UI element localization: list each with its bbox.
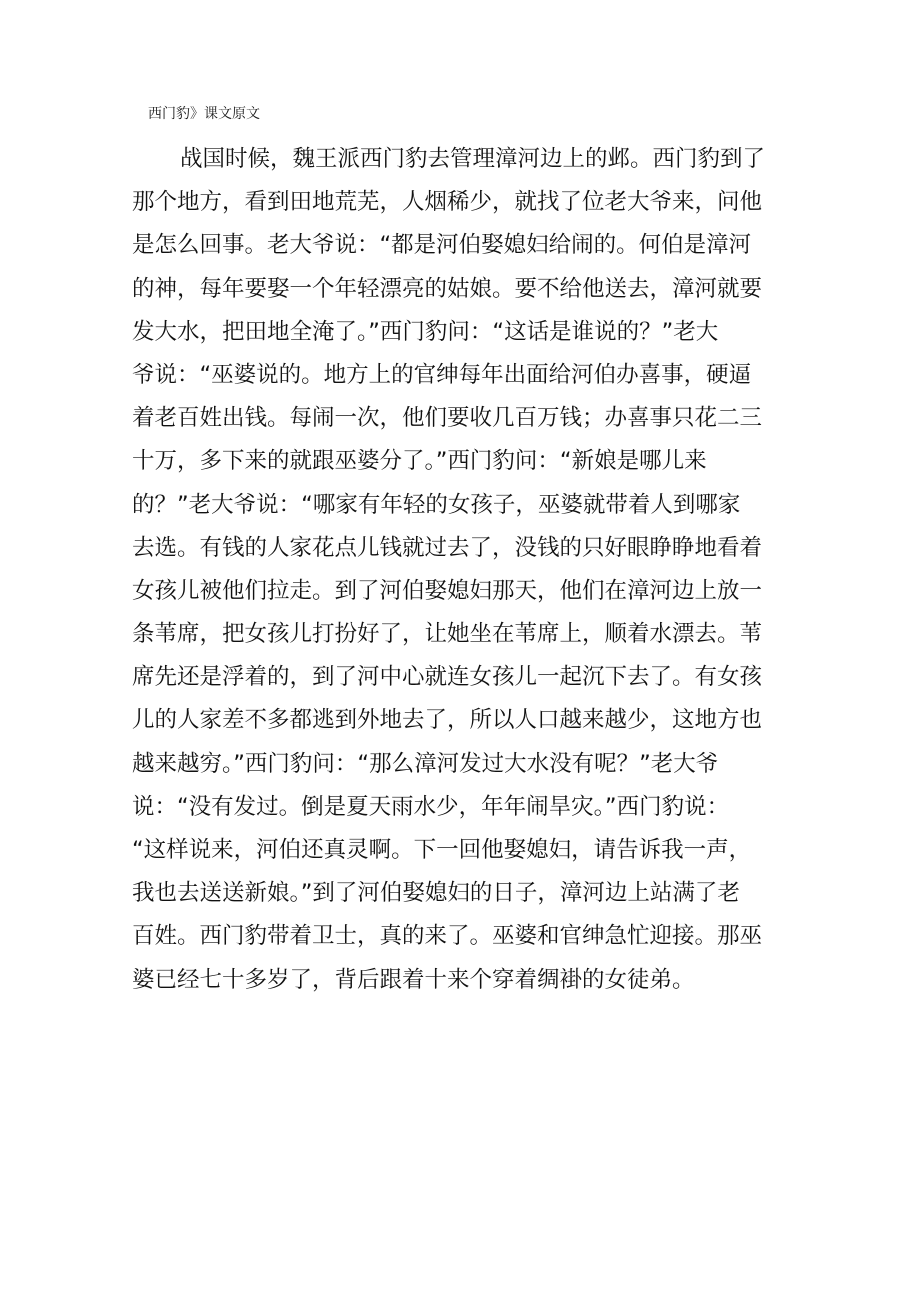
text-line: 是怎么回事。老大爷说：“都是河伯娶媳妇给闹的。何伯是漳河	[132, 232, 752, 259]
text-line: 十万，多下来的就跟巫婆分了。”西门豹问：“新娘是哪儿来	[132, 448, 707, 475]
text-line: 越来越穷。”西门豹问：“那么漳河发过大水没有呢？”老大爷	[132, 750, 719, 777]
text-line: 百姓。西门豹带着卫士，真的来了。巫婆和官绅急忙迎接。那巫	[132, 923, 763, 950]
text-line: 说：“没有发过。倒是夏天雨水少，年年闹旱灾。”西门豹说：	[132, 793, 730, 820]
text-line: “这样说来，河伯还真灵啊。下一回他娶媳妇，请告诉我一声，	[132, 837, 752, 863]
text-line: 的神，每年要娶一个年轻漂亮的姑娘。要不给他送去，漳河就要	[132, 275, 763, 302]
text-line: 席先还是浮着的，到了河中心就连女孩儿一起沉下去了。有女孩	[132, 664, 763, 691]
text-line: 女孩儿被他们拉走。到了河伯娶媳妇那天，他们在漳河边上放一	[132, 577, 763, 604]
text-line: 条苇席，把女孩儿打扮好了，让她坐在苇席上，顺着水漂去。苇	[132, 621, 763, 648]
text-line: 去选。有钱的人家花点儿钱就过去了，没钱的只好眼睁睁地看着	[132, 534, 763, 561]
text-line: 我也去送送新娘。”到了河伯娶媳妇的日子，漳河边上站满了老	[132, 880, 740, 907]
text-line: 婆已经七十多岁了，背后跟着十来个穿着绸褂的女徒弟。	[132, 966, 695, 993]
text-line: 爷说：“巫婆说的。地方上的官绅每年出面给河伯办喜事，硬逼	[132, 361, 752, 388]
document-title: 西门豹》课文原文	[148, 106, 260, 122]
text-line: 发大水，把田地全淹了。”西门豹问：“这话是谁说的？”老大	[132, 318, 719, 345]
text-line: 那个地方，看到田地荒芜，人烟稀少，就找了位老大爷来，问他	[132, 189, 763, 216]
text-line: 着老百姓出钱。每闹一次，他们要收几百万钱；办喜事只花二三	[132, 405, 763, 432]
body-text	[132, 138, 802, 1002]
text-line: 战国时候，魏王派西门豹去管理漳河边上的邺。西门豹到了	[180, 146, 766, 172]
text-line: 的？”老大爷说：“哪家有年轻的女孩子，巫婆就带着人到哪家	[132, 491, 741, 518]
text-line: 儿的人家差不多都逃到外地去了，所以人口越来越少，这地方也	[132, 707, 763, 734]
